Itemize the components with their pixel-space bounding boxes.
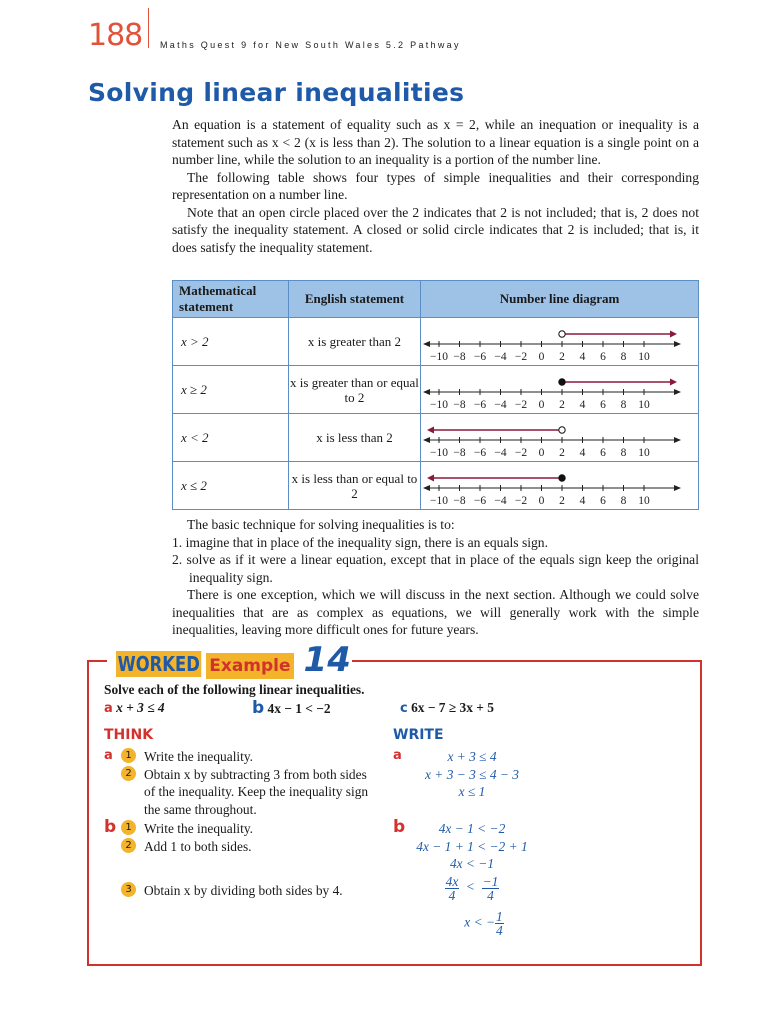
tick-label: 4 xyxy=(579,398,586,411)
part-expression: 4x − 1 < −2 xyxy=(267,701,331,716)
tick-label: −4 xyxy=(494,446,507,459)
inequality-table xyxy=(172,280,699,510)
part-letter: c xyxy=(400,701,408,716)
think-step xyxy=(121,838,369,856)
tick-label: 8 xyxy=(620,446,627,459)
solution-arrow xyxy=(427,474,434,481)
technique-step-2: 2. solve as if it were a linear equation, except that in place of the equals sign keep the original inequality sign. xyxy=(172,552,699,585)
tick-label: 6 xyxy=(600,398,606,411)
tick-label: −8 xyxy=(453,350,466,363)
number-line-svg xyxy=(421,464,683,508)
fraction-numerator: −1 xyxy=(482,873,499,889)
write-b-work xyxy=(400,820,544,937)
example-prompt: Solve each of the following linear inequalities. xyxy=(104,682,365,697)
think-step xyxy=(121,766,369,819)
think-b-letter: b xyxy=(104,817,117,837)
table-row xyxy=(173,414,699,462)
tick-label: −6 xyxy=(474,398,487,411)
number-line-svg xyxy=(421,368,683,412)
table-header-row xyxy=(173,281,699,318)
write-a-work xyxy=(400,748,544,801)
tick-label: −2 xyxy=(515,350,528,363)
tick-label: −10 xyxy=(430,446,449,459)
tick-label: 0 xyxy=(538,446,545,459)
tick-label: −6 xyxy=(474,350,487,363)
tick-label: 8 xyxy=(620,494,627,507)
number-line xyxy=(421,414,699,462)
tick-label: 10 xyxy=(638,446,650,459)
work-line: 4x < −1 xyxy=(449,856,495,871)
intro-paragraph-3: Note that an open circle placed over the 2 indicates that 2 is not included; that is, 2 does not satisfy the inequality statement. A closed or solid circle indicates that 2 is included; that is, it does satisfy the inequality statement. xyxy=(172,204,699,255)
running-head: Maths Quest 9 for New South Wales 5.2 Pathway xyxy=(160,40,461,50)
work-line: x + 3 ≤ 4 xyxy=(447,749,497,764)
work-line: x ≤ 1 xyxy=(458,784,486,799)
work-fraction-line xyxy=(400,875,544,902)
intro-paragraph-2: The following table shows four types of simple inequalities and their corresponding representation on a number line. xyxy=(172,169,699,202)
part-expression: 6x − 7 ≥ 3x + 5 xyxy=(411,700,494,715)
technique-intro: The basic technique for solving inequalities is to: xyxy=(187,517,455,532)
tick-label: −10 xyxy=(430,350,449,363)
step-number: 3 xyxy=(121,882,136,897)
step-number: 1 xyxy=(121,748,136,763)
box-top-rule-right xyxy=(352,660,700,662)
header-number-line-diagram: Number line diagram xyxy=(421,281,699,318)
tick-label: 8 xyxy=(620,350,627,363)
number-line-svg xyxy=(421,320,683,364)
number-line xyxy=(421,366,699,414)
axis-arrow-right xyxy=(674,389,681,395)
worked-word: WORKED xyxy=(117,652,200,676)
tick-label: 0 xyxy=(538,350,545,363)
think-b-steps xyxy=(121,820,369,900)
tick-label: 10 xyxy=(638,350,650,363)
fraction xyxy=(445,875,460,902)
math-statement: x > 2 xyxy=(173,318,289,366)
tick-label: 2 xyxy=(559,494,565,507)
fraction-denominator: 4 xyxy=(448,887,456,903)
think-heading: THINK xyxy=(104,727,154,743)
part-letter: a xyxy=(104,701,113,716)
tick-label: 4 xyxy=(579,350,586,363)
worked-example-label xyxy=(116,640,351,680)
tick-label: 6 xyxy=(600,446,606,459)
page-number: 188 xyxy=(88,18,143,53)
math-statement: x ≥ 2 xyxy=(173,366,289,414)
tick-label: 8 xyxy=(620,398,627,411)
step-text: Write the inequality. xyxy=(144,821,254,836)
tick-label: −8 xyxy=(453,494,466,507)
tick-label: 2 xyxy=(559,398,565,411)
tick-label: 0 xyxy=(538,398,545,411)
number-line xyxy=(421,462,699,510)
tick-label: −2 xyxy=(515,494,528,507)
header-english-statement: English statement xyxy=(288,281,420,318)
tick-label: −8 xyxy=(453,446,466,459)
tick-label: −2 xyxy=(515,398,528,411)
step-text: Add 1 to both sides. xyxy=(144,838,252,854)
open-circle xyxy=(559,426,565,432)
fraction-numerator: 1 xyxy=(496,908,503,924)
box-top-rule-left xyxy=(87,660,107,662)
solution-arrow xyxy=(427,426,434,433)
step-number: 2 xyxy=(121,838,136,853)
tick-label: −6 xyxy=(474,446,487,459)
think-a-steps xyxy=(121,748,369,818)
table-row xyxy=(173,462,699,510)
axis-arrow-left xyxy=(423,437,430,443)
table-row xyxy=(173,366,699,414)
step-text: Obtain x by dividing both sides by 4. xyxy=(144,883,343,898)
solution-arrow xyxy=(670,378,677,385)
axis-arrow-right xyxy=(674,437,681,443)
think-step xyxy=(121,748,369,766)
axis-arrow-right xyxy=(674,341,681,347)
work-final-line xyxy=(400,910,544,937)
closed-circle xyxy=(559,378,565,384)
axis-arrow-left xyxy=(423,389,430,395)
intro-text xyxy=(172,116,699,256)
step-number: 1 xyxy=(121,820,136,835)
intro-paragraph-1: An equation is a statement of equality such as x = 2, while an inequation or inequality is a statement such as x < 2 (x is less than 2). The solution to a linear equation is a single point on a number line, while the solution to an inequality is a portion of the number line. xyxy=(172,117,699,167)
math-statement: x < 2 xyxy=(173,414,289,462)
part-letter: b xyxy=(252,698,265,718)
step-text: Obtain x by subtracting 3 from both sides of the inequality. Keep the inequality sign the same throughout. xyxy=(144,766,369,817)
tick-label: 10 xyxy=(638,398,650,411)
tick-label: 4 xyxy=(579,446,586,459)
header-mathematical-statement: Mathematical statement xyxy=(173,281,289,318)
write-a-letter: a xyxy=(393,748,402,763)
fraction-denominator: 4 xyxy=(487,887,494,903)
tick-label: −2 xyxy=(515,446,528,459)
header-rule xyxy=(148,8,149,48)
tick-label: −6 xyxy=(474,494,487,507)
example-word: Example xyxy=(206,653,293,679)
step-text: Write the inequality. xyxy=(144,749,254,764)
tick-label: 0 xyxy=(538,494,545,507)
number-line-svg xyxy=(421,416,683,460)
tick-label: −10 xyxy=(430,494,449,507)
part-b-question xyxy=(252,698,331,718)
axis-arrow-left xyxy=(423,341,430,347)
tick-label: −4 xyxy=(494,350,507,363)
tick-label: 6 xyxy=(600,350,606,363)
tick-label: −4 xyxy=(494,494,507,507)
english-statement: x is less than or equal to 2 xyxy=(288,462,420,510)
work-line: 4x − 1 + 1 < −2 + 1 xyxy=(416,838,528,854)
write-b-letter: b xyxy=(393,817,406,837)
part-c-question xyxy=(400,700,494,716)
tick-label: 2 xyxy=(559,446,565,459)
think-a-letter: a xyxy=(104,748,113,763)
english-statement: x is greater than 2 xyxy=(288,318,420,366)
tick-label: 2 xyxy=(559,350,565,363)
think-step xyxy=(121,882,369,900)
part-a-question xyxy=(104,700,165,716)
technique-step-1: 1. imagine that in place of the inequality sign, there is an equals sign. xyxy=(172,534,548,550)
fraction xyxy=(495,910,504,937)
axis-arrow-right xyxy=(674,485,681,491)
technique-text xyxy=(172,516,699,639)
tick-label: 6 xyxy=(600,494,606,507)
tick-label: −8 xyxy=(453,398,466,411)
table-row xyxy=(173,318,699,366)
tick-label: −10 xyxy=(430,398,449,411)
example-number: 14 xyxy=(303,640,351,680)
step-number: 2 xyxy=(121,766,136,781)
tick-label: 10 xyxy=(638,494,650,507)
technique-exception: There is one exception, which we will discuss in the next section. Although we could solve inequalities that are as complex as equations, we will generally work with the simple inequalities, leaving more difficult ones for future years. xyxy=(172,587,699,637)
final-lhs: x < − xyxy=(464,914,495,930)
number-line xyxy=(421,318,699,366)
fraction-denominator: 4 xyxy=(496,922,503,938)
math-statement: x ≤ 2 xyxy=(173,462,289,510)
inequality-sign: < xyxy=(466,879,475,895)
write-heading: WRITE xyxy=(393,727,444,743)
think-step xyxy=(121,820,369,838)
closed-circle xyxy=(559,474,565,480)
tick-label: −4 xyxy=(494,398,507,411)
english-statement: x is less than 2 xyxy=(288,414,420,462)
solution-arrow xyxy=(670,330,677,337)
english-statement: x is greater than or equal to 2 xyxy=(288,366,420,414)
part-expression: x + 3 ≤ 4 xyxy=(116,700,165,715)
open-circle xyxy=(559,330,565,336)
tick-label: 4 xyxy=(579,494,586,507)
section-title: Solving linear inequalities xyxy=(88,78,465,107)
fraction xyxy=(482,875,500,902)
work-line: x + 3 − 3 ≤ 4 − 3 xyxy=(425,766,519,782)
work-line: 4x − 1 < −2 xyxy=(438,821,506,836)
axis-arrow-left xyxy=(423,485,430,491)
fraction-numerator: 4x xyxy=(445,873,459,889)
